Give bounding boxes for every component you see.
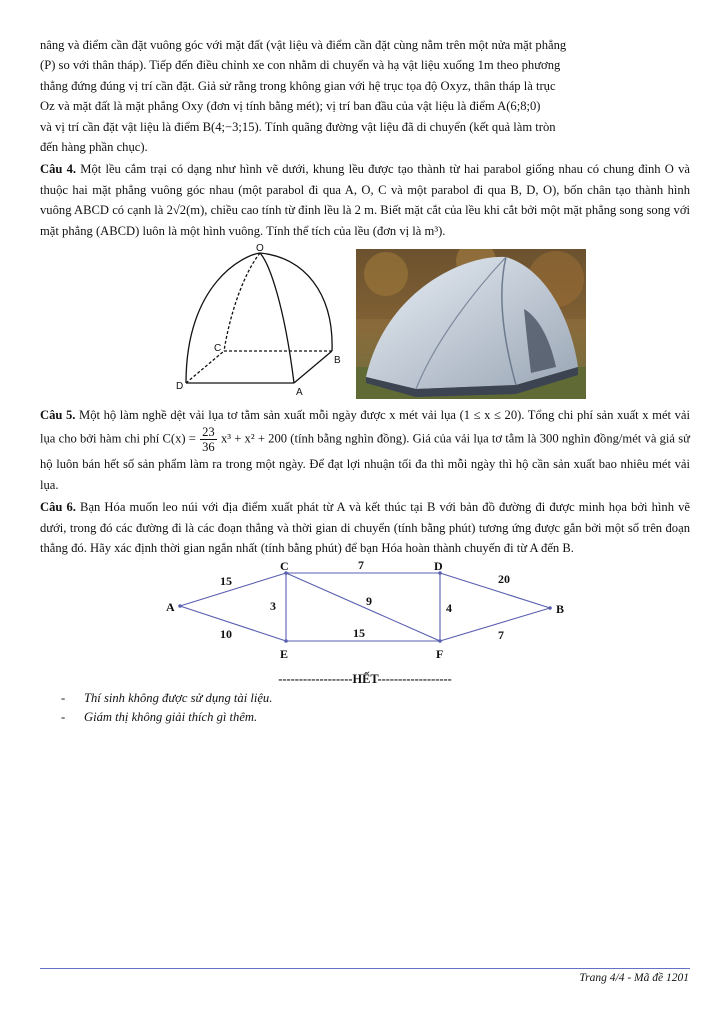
- question-6-label: Câu 6.: [40, 500, 76, 515]
- continuation-line-4: Oz và mặt đất là mặt phẳng Oxy (đơn vị tính bằng mét); vị trí ban đầu của vật liệu là điểm A(6;8;0): [40, 99, 541, 114]
- continuation-line-6: đến hàng phần chục).: [40, 140, 148, 155]
- cost-fraction: [200, 425, 217, 454]
- question-5-label: Câu 5.: [40, 408, 76, 423]
- end-mark: [40, 669, 690, 689]
- question-5-text-b: x³ + x² + 200 (tính bằng nghìn đồng). Giá của vải lụa tơ tằm là 300 nghìn đồng/mét và giả sử hộ luôn bán hết số sản phẩm làm ra trong một ngày. Để đạt lợi nhuận tối đa thì mỗi ngày thì hộ cần sản xuất bao nhiêu mét vải lụa.: [40, 431, 690, 492]
- page-body: [40, 35, 690, 727]
- parabol-OC: [224, 253, 260, 351]
- node-E: E: [280, 646, 289, 661]
- end-mark-text: ------------------HẾT------------------: [278, 671, 452, 686]
- question-5-text-a: Một hộ làm nghề dệt vải lụa tơ tằm sản xuất mỗi ngày được x mét vải lụa (1 ≤ x ≤ 20). Tổng chi phí sản xuất x mét vải lụa cho bởi hàm chi phí C(x) =: [40, 408, 691, 446]
- node-B: B: [556, 601, 565, 616]
- node-C: C: [280, 560, 289, 573]
- point-B: B: [334, 355, 341, 367]
- weight-AE: 10: [220, 626, 232, 641]
- parabol-AO: [260, 253, 294, 383]
- question-4-text: Một lều cắm trại có dạng như hình vẽ dưới, khung lều được tạo thành từ hai parabol giống nhau có chung đỉnh O và thuộc hai mặt phẳng vuông góc nhau (một parabol đi qua A, O, C và một parabol đi qua B, D, O), bốn chân tạo thành hình vuông ABCD có cạnh là 2√2(m), chiều cao tính từ đỉnh lều là 2 m. Biết mặt cắt của lều khi cắt bởi một mặt phẳng song song với mặt phẳng (ABCD) luôn là một hình vuông. Tính thể tích của lều (đơn vị là m³).: [40, 162, 690, 238]
- node-F: F: [436, 646, 444, 661]
- edge-FB: [440, 608, 550, 641]
- edge-AB: [294, 351, 332, 383]
- question-4: [40, 159, 690, 241]
- tent-figures: [40, 243, 690, 401]
- weight-CE: 3: [270, 598, 276, 613]
- route-graph: [158, 561, 578, 665]
- exam-notes: [40, 689, 690, 727]
- question-6-text: Bạn Hóa muốn leo núi với địa điểm xuất phát từ A và kết thúc tại B với bản đồ đường đi được minh họa bởi hình vẽ dưới, trong đó các đường đi là các đoạn thẳng và thời gian di chuyển (tính bằng phút) tương ứng được gắn bởi một số trên đoạn thẳng đó. Hãy xác định thời gian ngắn nhất (tính bằng phút) để bạn Hóa hoàn thành chuyến đi từ A đến B.: [40, 500, 690, 556]
- note-item: - Giám thị không giải thích gì thêm.: [40, 708, 690, 727]
- weight-AC: 15: [220, 573, 232, 588]
- weight-FB: 7: [498, 627, 504, 642]
- point-D: D: [176, 381, 184, 393]
- fraction-numerator: 23: [202, 425, 215, 440]
- continuation-line-5: và vị trí cần đặt vật liệu là điểm B(4;−3;15). Tính quãng đường vật liệu đã di chuyển (kết quả làm tròn: [40, 119, 556, 134]
- note-item: - Thí sinh không được sử dụng tài liệu.: [40, 689, 690, 708]
- weight-CF: 9: [366, 593, 372, 608]
- parabol-DOB: [186, 253, 332, 383]
- edge-DC: [186, 351, 224, 383]
- tent-photo: [356, 249, 586, 399]
- node-A: A: [166, 599, 175, 614]
- continuation-line-3: thẳng đứng đúng vị trí cần đặt. Giả sử rằng trong không gian với hệ trục tọa độ Oxyz, thân tháp là trục: [40, 78, 556, 93]
- weight-DF: 4: [446, 600, 452, 615]
- weight-DB: 20: [498, 571, 510, 586]
- weight-EF: 15: [353, 625, 365, 640]
- question-6: [40, 497, 690, 558]
- point-A: A: [296, 387, 303, 399]
- weight-CD: 7: [358, 560, 364, 572]
- continuation-line-2: (P) so với thân tháp). Tiếp đến điều chỉnh xe con nhằm di chuyển và hạ vật liệu xuống 1m theo phương: [40, 58, 561, 73]
- question-5: [40, 405, 690, 495]
- fraction-denominator: 36: [202, 440, 215, 455]
- edge-DB: [440, 573, 550, 608]
- tent-diagram: [174, 243, 354, 399]
- footer-rule: [40, 968, 690, 969]
- page-footer: Trang 4/4 - Mã đề 1201: [579, 972, 689, 984]
- route-graph-figure: [40, 561, 690, 665]
- point-O: O: [256, 243, 264, 255]
- point-C: C: [214, 343, 222, 355]
- node-D: D: [434, 560, 443, 573]
- continuation-line-1: nâng và điểm cần đặt vuông góc với mặt đất (vật liệu và điểm cần đặt cùng nằm trên một nửa mặt phẳng: [40, 38, 567, 52]
- question-4-label: Câu 4.: [40, 162, 77, 177]
